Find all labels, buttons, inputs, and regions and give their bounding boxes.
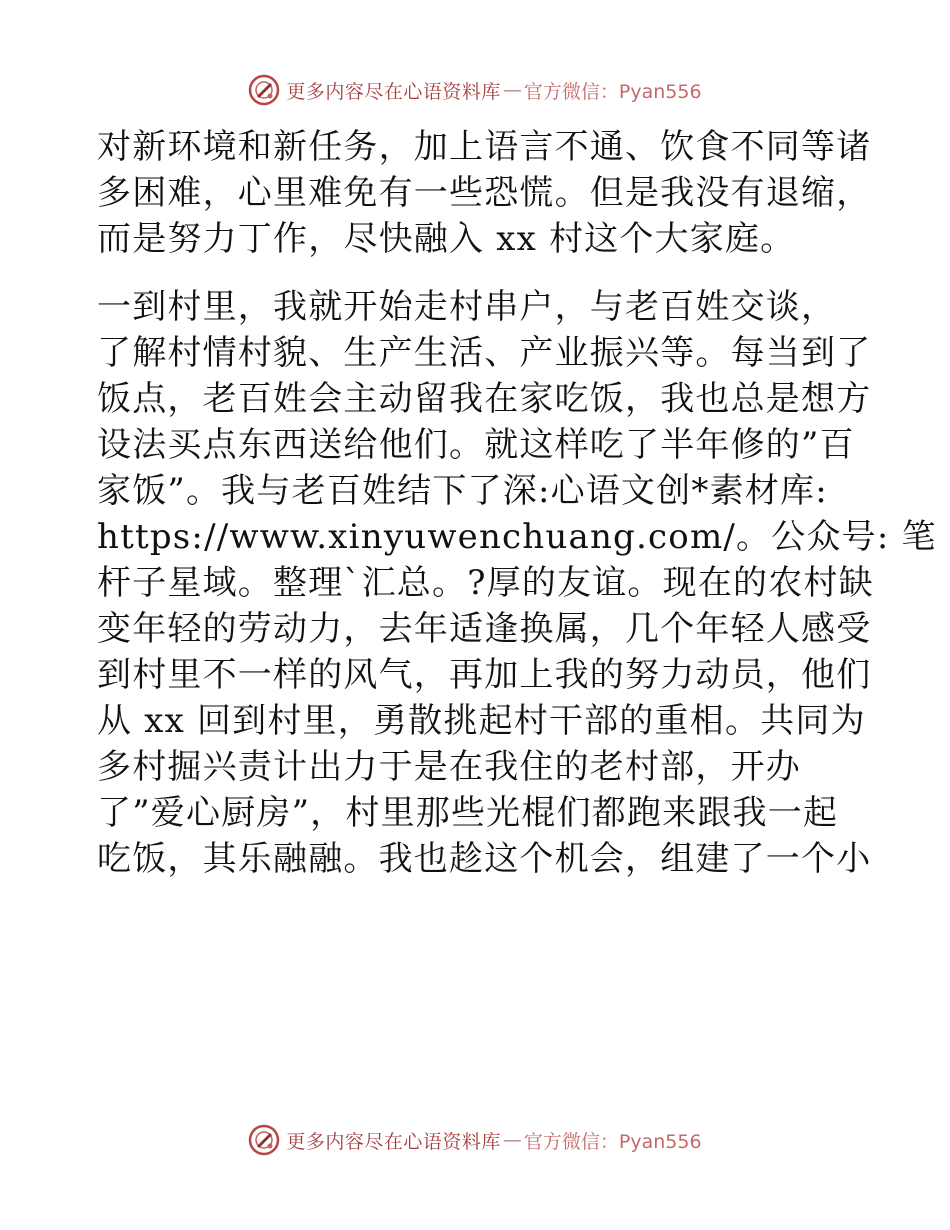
paragraph-2 — [97, 284, 937, 882]
text-line: 了解村情村貌、生产生活、产业振兴等。每当到了 — [97, 333, 872, 373]
logo-icon — [248, 74, 280, 106]
text-line: 多困难，心里难免有一些恐慌。但是我没有退缩， — [97, 173, 872, 213]
text-line: 一到村里，我就开始走村串户，与老百姓交谈， — [97, 287, 837, 327]
text-line: 饭点，老百姓会主动留我在家吃饭，我也总是想方 — [97, 379, 872, 419]
text-line: 多村掘兴责计出力于是在我住的老村部，开办 — [97, 747, 801, 787]
text-line: 家饭”。我与老百姓结下了深:心语文创*素材库: — [97, 471, 828, 511]
footer-wechat-label: 官方微信：Pyan556 — [523, 1130, 702, 1153]
header-wechat-label: 官方微信：Pyan556 — [523, 80, 702, 103]
header-watermark — [0, 70, 950, 110]
footer-watermark-title: 更多内容尽在心语资料库 — [286, 1130, 501, 1153]
text-line: 而是努力丁作，尽快融入 xx 村这个大家庭。 — [97, 219, 796, 259]
footer-watermark — [0, 1120, 950, 1160]
paragraph-1 — [97, 124, 872, 262]
text-line: 吃饭，其乐融融。我也趁这个机会，组建了一个小 — [97, 839, 872, 879]
text-line: 到村里不一样的风气，再加上我的努力动员，他们 — [97, 655, 872, 695]
document-body — [97, 124, 937, 882]
text-line: 变年轻的劳动力，去年适逢换属，几个年轻人感受 — [97, 609, 872, 649]
text-line: 设法买点东西送给他们。就这样吃了半年修的”百 — [97, 425, 855, 465]
footer-watermark-separator: — — [502, 1129, 522, 1151]
text-line: 对新环境和新任务，加上语言不通、饮食不同等诸 — [97, 127, 872, 167]
text-line: 了”爱心厨房”，村里那些光棍们都跑来跟我一起 — [97, 793, 839, 833]
text-line: 杆子星域。整理`汇总。?厚的友谊。现在的农村缺 — [97, 563, 874, 603]
paragraph-gap — [97, 262, 867, 284]
text-line: 从 xx 回到村里，勇散挑起村干部的重相。共同为 — [97, 701, 866, 741]
header-watermark-title: 更多内容尽在心语资料库 — [286, 80, 501, 103]
header-watermark-separator: — — [502, 79, 522, 101]
logo-icon — [248, 1124, 280, 1156]
text-line: https://www.xinyuwenchuang.com/。公众号: 笔 — [97, 517, 937, 557]
